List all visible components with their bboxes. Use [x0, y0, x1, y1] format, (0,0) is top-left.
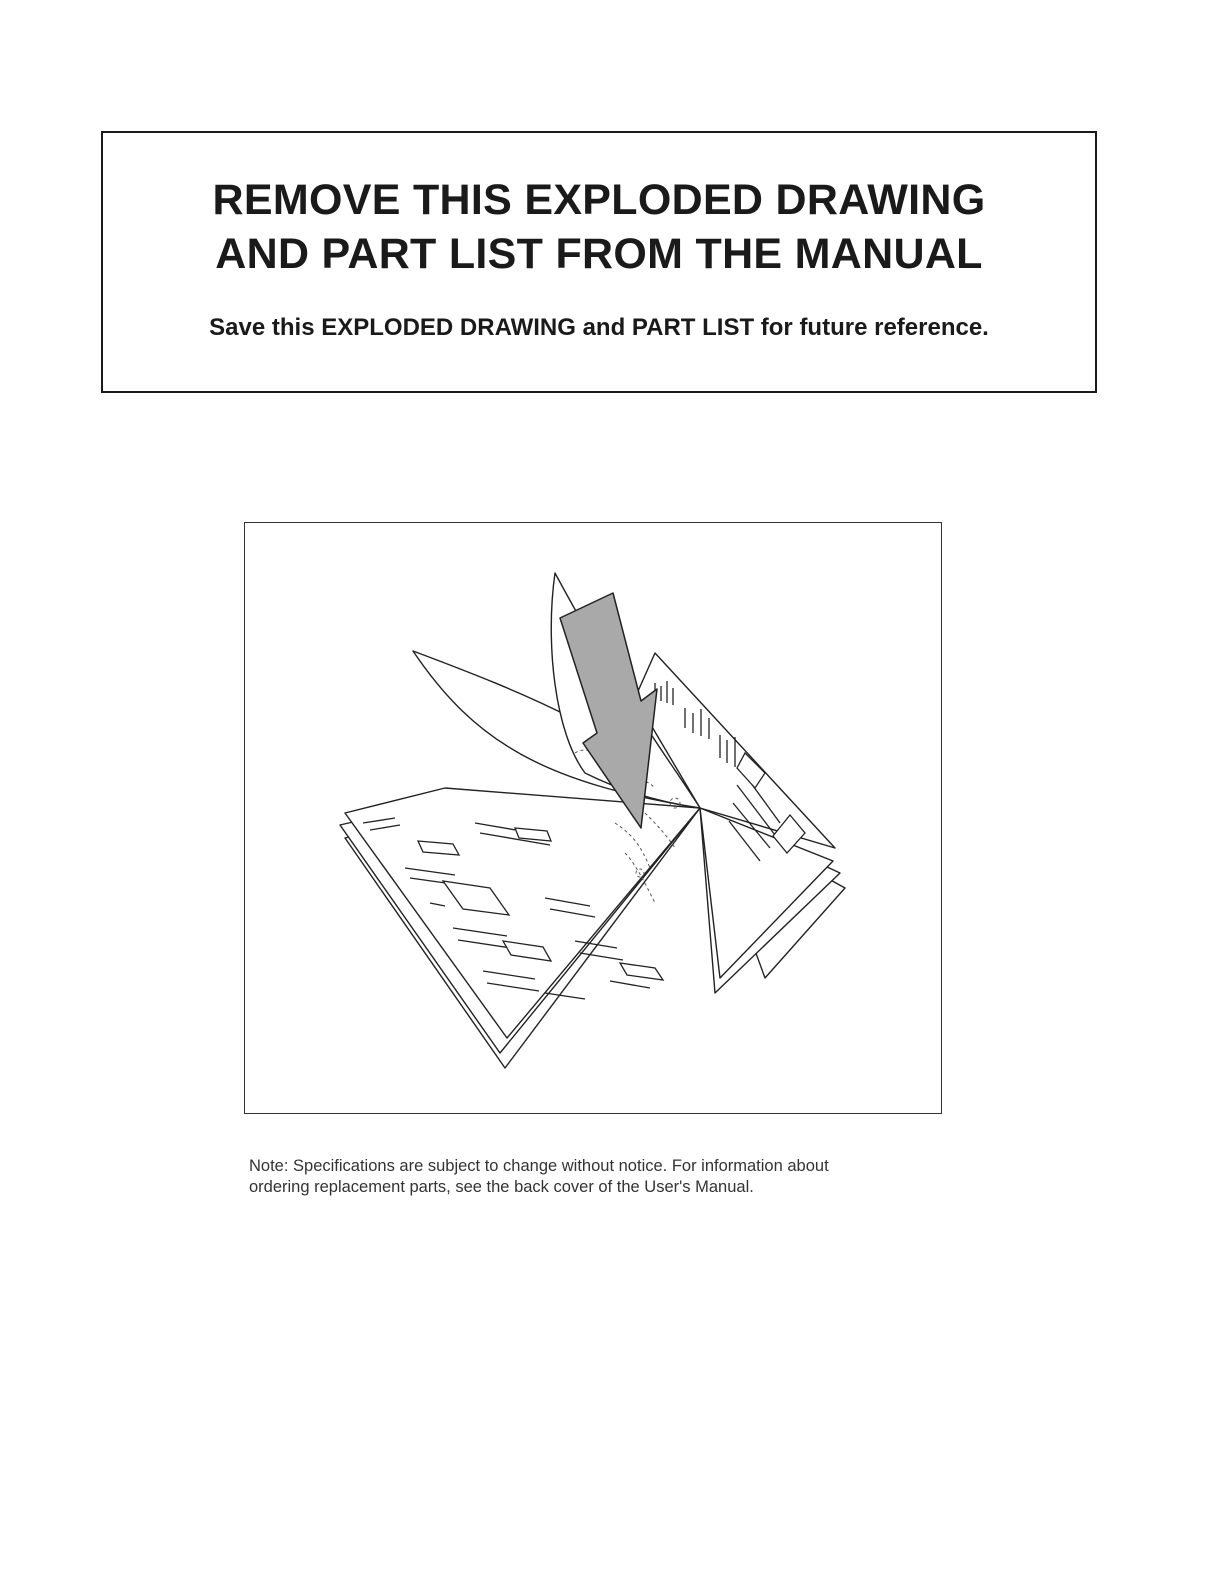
notice-title [103, 173, 1095, 281]
notice-title-line1: REMOVE THIS EXPLODED DRAWING [212, 176, 986, 224]
notice-title-line2: AND PART LIST FROM THE MANUAL [215, 230, 983, 278]
notice-subtitle: Save this EXPLODED DRAWING and PART LIST for future reference. [209, 314, 989, 341]
illustration-frame [244, 522, 942, 1114]
notice-box [101, 131, 1097, 393]
footnote-line1: Note: Specifications are subject to change without notice. For information about [249, 1157, 829, 1175]
footnote [249, 1156, 969, 1198]
manual-page-removal-icon [245, 523, 943, 1115]
footnote-line2: ordering replacement parts, see the back cover of the User's Manual. [249, 1178, 754, 1196]
